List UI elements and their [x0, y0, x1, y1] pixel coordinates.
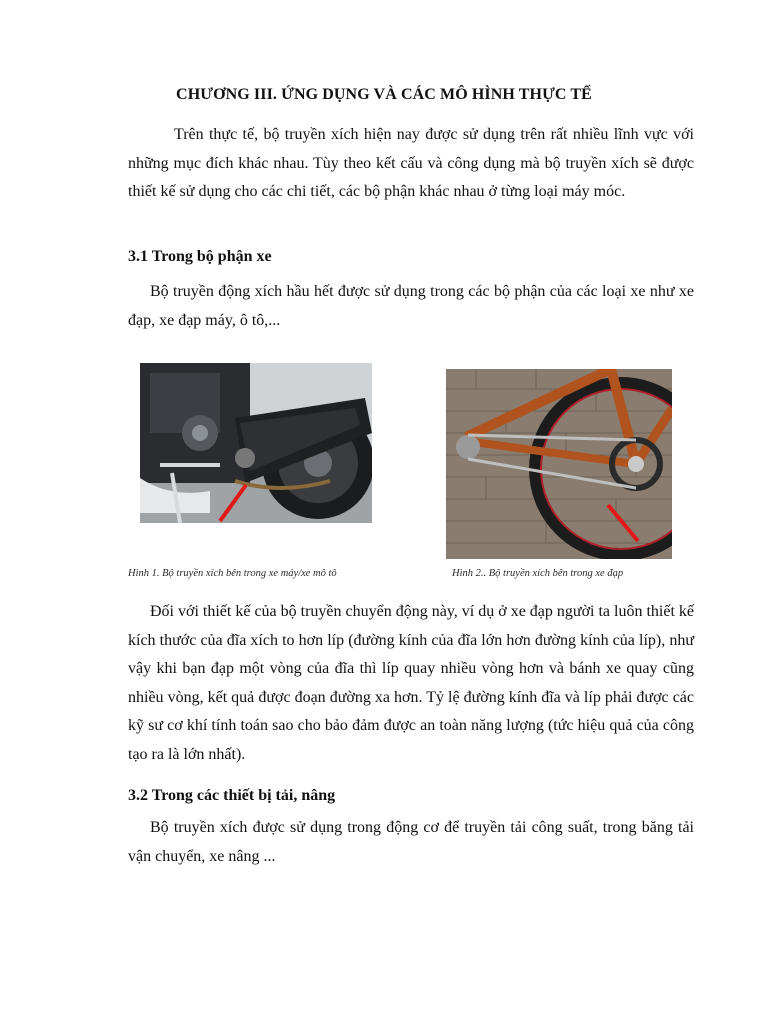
bicycle-illustration: [446, 369, 672, 559]
intro-paragraph: Trên thực tế, bộ truyền xích hiện nay được sử dụng trên rất nhiều lĩnh vực với những mục đích khác nhau. Tùy theo kết cấu và công dụng mà bộ truyền xích sẽ được thiết kế sử dụng cho các chi tiết, các bộ phận khác nhau ở từng loại máy móc.: [128, 126, 694, 200]
motorcycle-chain-photo: [140, 363, 372, 523]
figure-1-caption: Hình 1. Bộ truyền xích bên trong xe máy/xe mô tô: [128, 568, 337, 579]
chapter-title: CHƯƠNG III. ỨNG DỤNG VÀ CÁC MÔ HÌNH THỰC TẾ: [176, 86, 592, 103]
figure-2-caption: Hình 2.. Bộ truyền xích bên trong xe đạp: [452, 568, 624, 579]
motorcycle-illustration: [140, 363, 372, 523]
bicycle-chain-photo: [446, 369, 672, 559]
section-2-paragraph: Bộ truyền xích được sử dụng trong động cơ để truyền tải công suất, trong băng tải vận chuyển, xe nâng ...: [128, 819, 694, 865]
section-heading-3-2: 3.2 Trong các thiết bị tải, nâng: [128, 787, 336, 804]
section-heading-3-1: 3.1 Trong bộ phận xe: [128, 248, 272, 265]
body-paragraph: Đối với thiết kế của bộ truyền chuyển động này, ví dụ ở xe đạp người ta luôn thiết kế kích thước của đĩa xích to hơn líp (đường kính của đĩa lớn hơn đường kính của líp), như vậy khi bạn đạp một vòng của đĩa thì líp quay nhiều vòng hơn và bánh xe quay cũng nhiều vòng, kết quả được đoạn đường xa hơn. Tỷ lệ đường kính đĩa và líp phải được các kỹ sư cơ khí tính toán sao cho bảo đảm được an toàn năng lượng (tức hiệu quả của công tạo ra là lớn nhất).: [128, 603, 695, 763]
section-1-paragraph: Bộ truyền động xích hầu hết được sử dụng trong các bộ phận của các loại xe như xe đạp, xe đạp máy, ô tô,...: [128, 283, 694, 329]
